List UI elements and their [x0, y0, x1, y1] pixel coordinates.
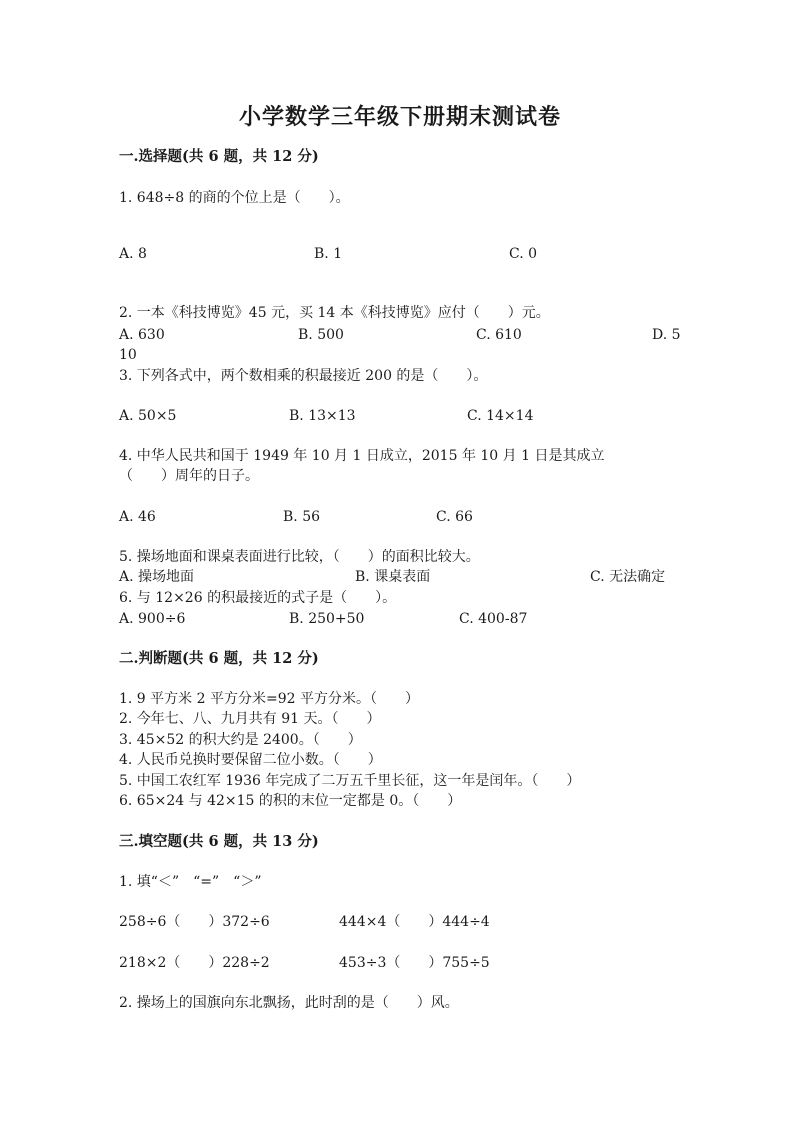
question-text: 6. 与 12×26 的积最接近的式子是（ ）。	[119, 590, 397, 606]
comparison-item: 444×4（ ）444÷4	[339, 914, 490, 930]
question-text: 3. 下列各式中，两个数相乘的积最接近 200 的是（ ）。	[119, 368, 488, 384]
comparison-item: 258÷6（ ）372÷6	[119, 914, 270, 930]
option-c: C. 14×14	[467, 408, 534, 424]
question-text-continued: （ ）周年的日子。	[119, 468, 259, 484]
comparison-item: 453÷3（ ）755÷5	[339, 955, 490, 971]
option-b: B. 1	[314, 246, 343, 262]
option-b: B. 课桌表面	[355, 569, 431, 585]
option-d-continued: 10	[119, 347, 137, 363]
option-a: A. 8	[119, 246, 147, 262]
option-a: A. 46	[119, 509, 156, 525]
question-text: 2. 操场上的国旗向东北飘扬，此时刮的是（ ）风。	[119, 995, 459, 1011]
question-text: 1. 填“＜” “=” “＞”	[119, 874, 262, 890]
option-a: A. 630	[119, 327, 165, 343]
page-title: 小学数学三年级下册期末测试卷	[238, 104, 561, 130]
list-item: 4. 人民币兑换时要保留二位小数。（ ）	[119, 752, 382, 768]
section-heading-fill-in: 三.填空题(共 6 题，共 13 分)	[119, 833, 319, 850]
list-item: 3. 45×52 的积大约是 2400。（ ）	[119, 732, 362, 748]
option-a: A. 900÷6	[119, 611, 186, 627]
list-item: 1. 9 平方米 2 平方分米=92 平方分米。（ ）	[119, 691, 419, 707]
option-b: B. 500	[298, 327, 344, 343]
option-c: C. 0	[509, 246, 538, 262]
option-b: B. 56	[283, 509, 321, 525]
option-d: D. 5	[652, 327, 681, 343]
comparison-item: 218×2（ ）228÷2	[119, 955, 270, 971]
option-c: C. 无法确定	[590, 569, 666, 585]
section-heading-judgement: 二.判断题(共 6 题，共 12 分)	[119, 650, 319, 667]
question-text: 5. 操场地面和课桌表面进行比较，（ ）的面积比较大。	[119, 549, 480, 565]
option-c: C. 400-87	[459, 611, 528, 627]
section-heading-choice: 一.选择题(共 6 题，共 12 分)	[119, 148, 319, 165]
list-item: 5. 中国工农红军 1936 年完成了二万五千里长征，这一年是闰年。（ ）	[119, 773, 581, 789]
option-a: A. 操场地面	[119, 569, 195, 585]
list-item: 2. 今年七、八、九月共有 91 天。（ ）	[119, 711, 381, 727]
option-c: C. 66	[436, 509, 473, 525]
question-text: 1. 648÷8 的商的个位上是（ ）。	[119, 190, 350, 206]
option-b: B. 250+50	[289, 611, 365, 627]
question-text: 2. 一本《科技博览》45 元，买 14 本《科技博览》应付（ ）元。	[119, 305, 550, 321]
option-a: A. 50×5	[119, 408, 177, 424]
question-text: 4. 中华人民共和国于 1949 年 10 月 1 日成立，2015 年 10 月 1 日是其成立	[119, 448, 605, 464]
option-b: B. 13×13	[289, 408, 356, 424]
option-c: C. 610	[476, 327, 522, 343]
list-item: 6. 65×24 与 42×15 的积的末位一定都是 0。（ ）	[119, 793, 462, 809]
